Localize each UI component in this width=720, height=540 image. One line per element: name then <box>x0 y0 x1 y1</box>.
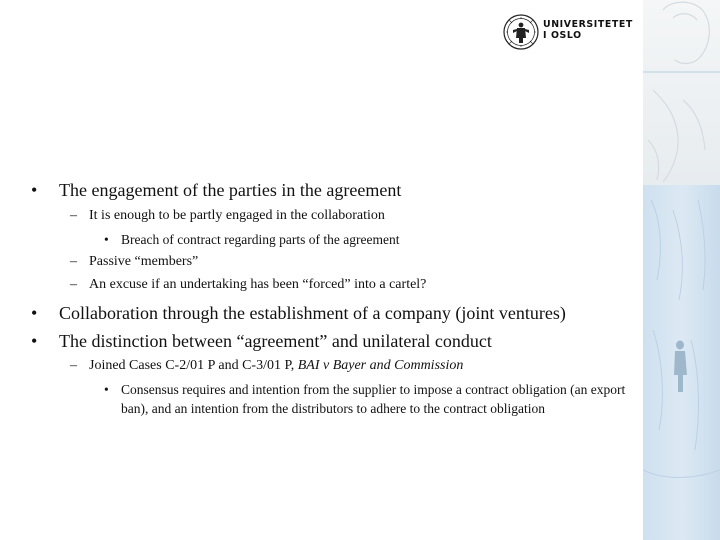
decorative-side-image <box>643 0 720 540</box>
bullet-marker: • <box>31 303 38 323</box>
logo-line-2: I OSLO <box>543 30 582 41</box>
sub-bullet-item: An excuse if an undertaking has been “forced” into a cartel? <box>89 277 427 292</box>
dash-marker: – <box>70 277 77 292</box>
case-reference: Joined Cases C-2/01 P and C-3/01 P, <box>89 358 298 373</box>
logo-line-1: UNIVERSITETET <box>543 19 633 30</box>
sub-sub-bullet-item: Breach of contract regarding parts of the agreement <box>121 232 400 247</box>
bullet-marker: • <box>31 331 38 351</box>
bullet-marker: • <box>31 180 38 200</box>
dash-marker: – <box>70 208 77 223</box>
sub-sub-bullet-item: Consensus requires and intention from the supplier to impose a contract obligation (an export ban), and an intention from the distributors to adhere to the contract obligation <box>121 382 626 416</box>
bullet-item: The engagement of the parties in the agreement <box>59 180 402 200</box>
bullet-marker: • <box>104 382 109 397</box>
sub-bullet-item: It is enough to be partly engaged in the collaboration <box>89 208 385 223</box>
dash-marker: – <box>70 358 77 373</box>
bullet-item: The distinction between “agreement” and unilateral conduct <box>59 331 492 351</box>
dash-marker: – <box>70 254 77 269</box>
bullet-marker: • <box>104 232 109 247</box>
sub-bullet-item: Passive “members” <box>89 254 199 269</box>
bullet-item: Collaboration through the establishment of a company (joint ventures) <box>59 303 566 323</box>
case-name: BAI v Bayer and Commission <box>297 358 464 373</box>
sub-bullet-item <box>89 357 463 375</box>
